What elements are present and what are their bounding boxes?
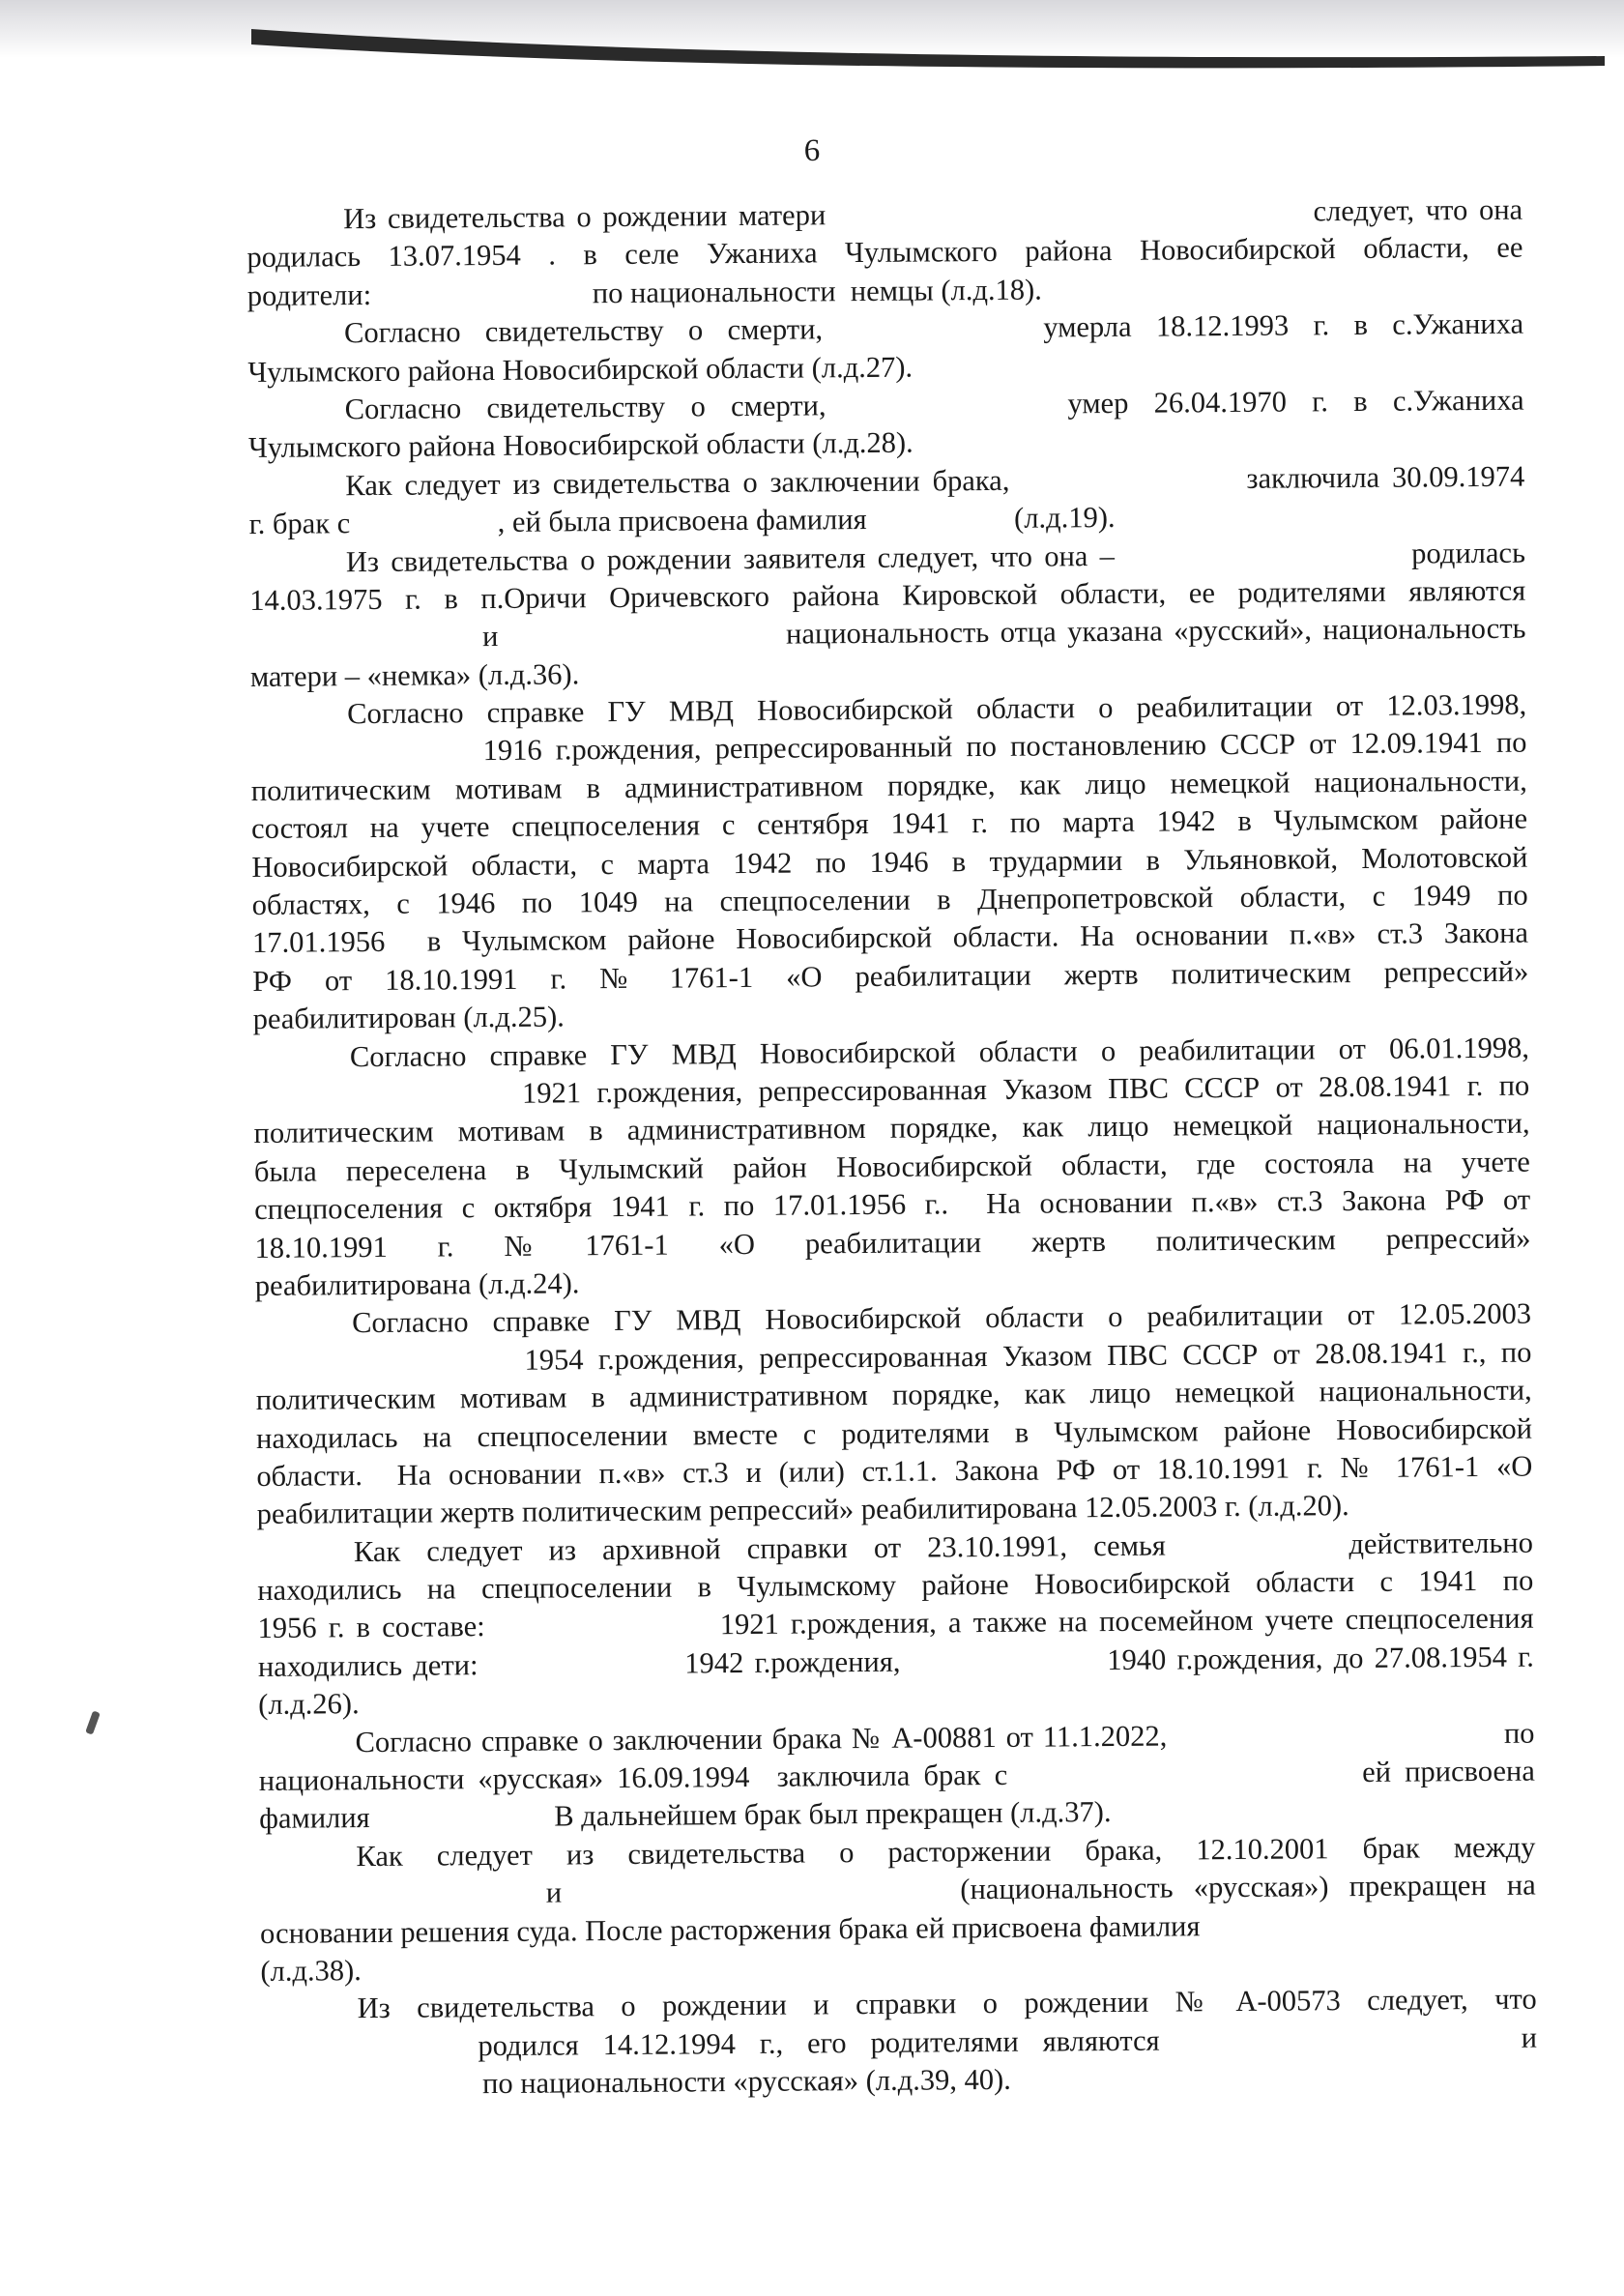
text-line: Согласно справке ГУ МВД Новосибирской области о реабилитации от 12.03.1998, (347, 687, 1527, 731)
text-line: г. брак с , ей была присвоена фамилия (л.д.19). (248, 501, 1116, 541)
text-line: Согласно справке ГУ МВД Новосибирской области о реабилитации от 12.05.2003 (351, 1296, 1532, 1340)
text-line: 1954 г.рождения, репрессированная Указом ПВС СССР от 28.08.1941 г., по (255, 1335, 1532, 1379)
text-line: родители: по национальности немцы (л.д.18). (246, 273, 1042, 312)
text-line: реабилитирован (л.д.25). (252, 1000, 565, 1036)
text-line: 1916 г.рождения, репрессированный по постановлению СССР от 12.09.1941 по (250, 726, 1527, 770)
text-line: и национальность отца указана «русский», национальность (249, 611, 1526, 655)
text-line: 1921 г.рождения, репрессированная Указом ПВС СССР от 28.08.1941 г. по (253, 1068, 1530, 1112)
text-line: матери – «немка» (л.д.36). (249, 656, 580, 693)
text-line: Новосибирской области, с марта 1942 по 1946 в трудармии в Ульяновкой, Молотовской (251, 840, 1528, 884)
text-line: состоял на учете спецпоселения с сентября 1941 г. по марта 1942 в Чулымском районе (250, 801, 1528, 846)
text-line: Согласно свидетельству о смерти, умер 26.04.1970 г. в с.Ужаниха (344, 383, 1524, 426)
text-line: родился 14.12.1994 г., его родителями являются и (260, 2020, 1538, 2064)
margin-mark (85, 1710, 101, 1734)
text-line: реабилитации жертв политическим репрессий» реабилитирована 12.05.2003 г. (л.д.20). (256, 1489, 1349, 1531)
text-line: (л.д.26). (258, 1687, 360, 1722)
text-line: фамилия В дальнейшем брак был прекращен (л.д.37). (259, 1795, 1112, 1836)
text-line: родилась 13.07.1954 . в селе Ужаниха Чулымского района Новосибирской области, ее (246, 231, 1523, 275)
text-line: (л.д.38). (260, 1954, 362, 1988)
text-line: находилась на спецпоселении вместе с родителями в Чулымском районе Новосибирской (255, 1411, 1533, 1455)
text-line: 1956 г. в составе: 1921 г.рождения, а также на посемейном учете спецпоселения (257, 1602, 1534, 1645)
text-line: 17.01.1956 в Чулымском районе Новосибирской области. На основании п.«в» ст.3 Закона (251, 916, 1529, 960)
text-line: Согласно справке ГУ МВД Новосибирской области о реабилитации от 06.01.1998, (349, 1031, 1530, 1073)
scan-fold-shadow (251, 10, 1605, 77)
page-number: 6 (803, 133, 821, 168)
text-line: Согласно свидетельству о смерти, умерла 18.12.1993 г. в с.Ужаниха (343, 306, 1524, 350)
text-line: реабилитирована (л.д.24). (254, 1266, 580, 1302)
document-body (246, 191, 1537, 2106)
text-line: и (национальность «русская») прекращен на (259, 1868, 1536, 1912)
text-line: областях, с 1946 по 1049 на спецпоселении в Днепропетровской области, с 1949 по (251, 878, 1528, 922)
text-line: политическим мотивам в административном порядке, как лицо немецкой национальности, (255, 1373, 1532, 1417)
text-line: спецпоселения с октября 1941 г. по 17.01.1956 г.. На основании п.«в» ст.3 Закона РФ от (254, 1182, 1531, 1227)
text-line: национальности «русская» 16.09.1994 заключила брак с ей присвоена (258, 1754, 1535, 1797)
text-line: по национальности «русская» (л.д.39, 40). (261, 2062, 1011, 2103)
text-line: политическим мотивам в административном порядке, как лицо немецкой национальности, (253, 1106, 1530, 1150)
text-line: Согласно справке о заключении брака № А-00881 от 11.1.2022, по (355, 1716, 1535, 1758)
text-line: Из свидетельства о рождении и справки о рождении № А-00573 следует, что (357, 1982, 1537, 2025)
text-line: Чулымского района Новосибирской области (л.д.28). (247, 425, 914, 465)
text-line: 18.10.1991 г. № 1761-1 «О реабилитации жертв политическим репрессий» (254, 1221, 1531, 1264)
text-line: РФ от 18.10.1991 г. № 1761-1 «О реабилитации жертв политическим репрессий» (252, 954, 1529, 998)
text-line: Из свидетельства о рождении заявителя следует, что она – родилась (345, 536, 1526, 578)
text-line: Чулымского района Новосибирской области (л.д.27). (247, 350, 914, 389)
text-line: Как следует из свидетельства о расторжении брака, 12.10.2001 брак между (356, 1830, 1536, 1873)
text-line: Как следует из свидетельства о заключении брака, заключила 30.09.1974 (345, 459, 1525, 502)
text-line: области. На основании п.«в» ст.3 и (или) ст.1.1. Закона РФ от 18.10.1991 г. № 1761-1 «О (256, 1449, 1533, 1493)
text-line: находились на спецпоселении в Чулымскому районе Новосибирской области с 1941 по (257, 1563, 1534, 1608)
text-line: политическим мотивам в административном порядке, как лицо немецкой национальности, (250, 764, 1527, 807)
text-line: Как следует из архивной справки от 23.10.1991, семья действительно (353, 1526, 1534, 1568)
text-line: была переселена в Чулымский район Новосибирской области, где состояла на учете (253, 1145, 1530, 1188)
text-line: 14.03.1975 г. в п.Оричи Оричевского района Кировской области, ее родителями являются (249, 573, 1526, 617)
text-line: находились дети: 1942 г.рождения, 1940 г.рождения, до 27.08.1954 г. (257, 1640, 1534, 1683)
text-line: основании решения суда. После расторжения брака ей присвоена фамилия (259, 1908, 1201, 1950)
text-line: Из свидетельства о рождении матери следует, что она (343, 192, 1523, 236)
